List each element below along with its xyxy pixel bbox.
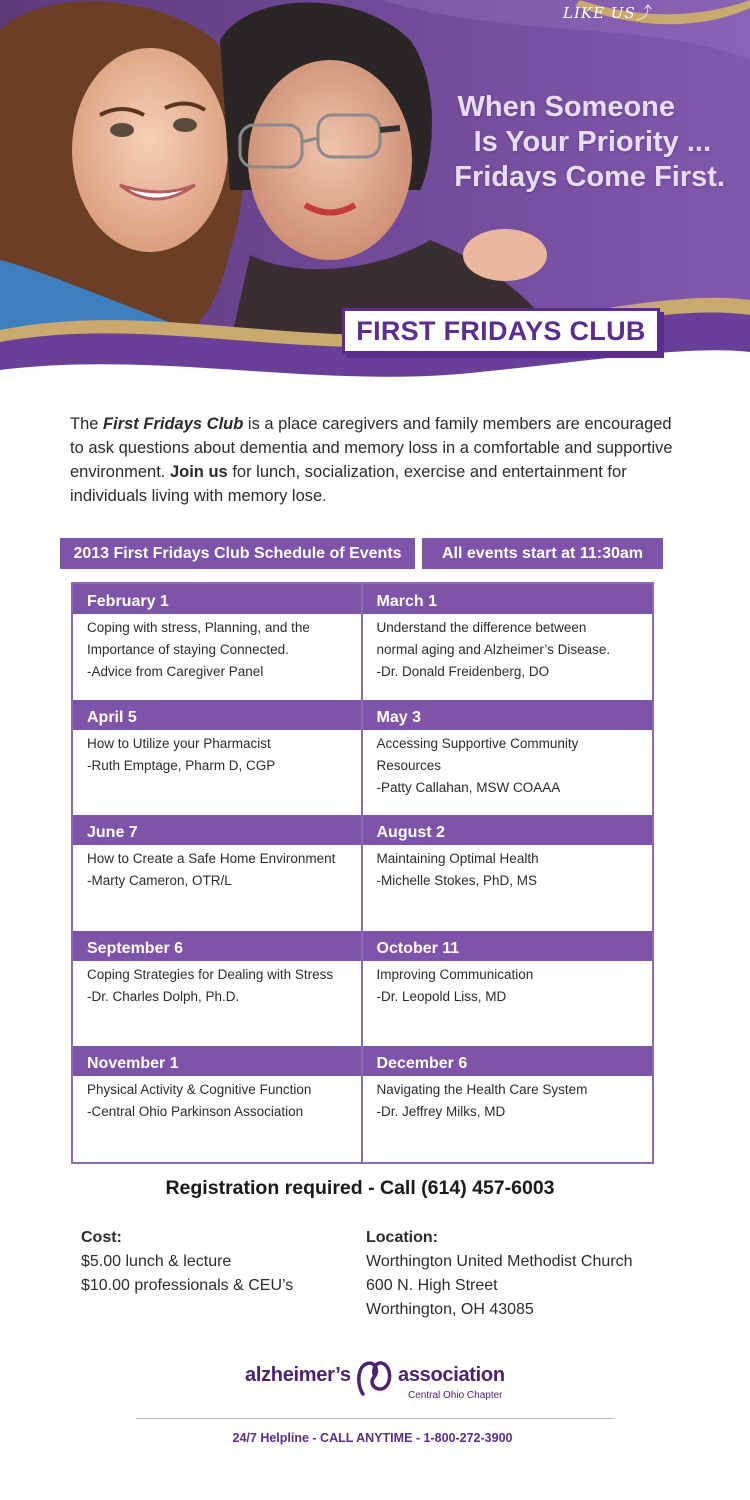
schedule-title: 2013 First Fridays Club Schedule of Events <box>60 538 415 569</box>
event-line: Coping Strategies for Dealing with Stress <box>87 966 334 982</box>
alzheimers-logo-mark-icon <box>355 1360 395 1396</box>
logo-word-right: association <box>398 1364 505 1386</box>
intro-join-us: Join us <box>169 463 228 481</box>
event-line: Resources <box>376 757 442 773</box>
event-date: August 2 <box>363 815 653 845</box>
intro-paragraph <box>70 412 685 508</box>
location-line: Worthington United Methodist Church <box>366 1253 633 1270</box>
club-title: FIRST FRIDAYS CLUB <box>356 315 646 346</box>
schedule-grid <box>71 582 654 1164</box>
event-line: -Marty Cameron, OTR/L <box>87 873 232 889</box>
event-details <box>73 845 361 892</box>
event-line: Understand the difference between <box>376 620 587 635</box>
hero-headline <box>0 90 725 195</box>
registration-line: Registration required - Call (614) 457-6003 <box>165 1177 555 1199</box>
event-line: -Advice from Caregiver Panel <box>87 664 264 679</box>
club-title-badge <box>342 308 660 354</box>
alzheimers-association-logo[interactable] <box>245 1360 515 1406</box>
event-line: Coping with stress, Planning, and the <box>87 620 310 635</box>
event-cell <box>73 584 363 700</box>
event-cell <box>363 815 653 931</box>
location-block <box>366 1226 633 1322</box>
event-line: How to Create a Safe Home Environment <box>87 851 336 867</box>
event-line: normal aging and Alzheimer’s Disease. <box>376 642 611 657</box>
intro-text-3: for lunch, socialization, exercise and entertainment for individuals living with memory lose. <box>70 463 627 505</box>
helpline[interactable]: 24/7 Helpline - CALL ANYTIME - 1-800-272-3900 <box>232 1431 513 1445</box>
event-cell <box>363 1046 653 1162</box>
intro-text-2: is a place caregivers and family members are encouraged to ask questions about dementia and memory loss in a comfortable and supportive environment. <box>70 415 673 481</box>
location-line: Worthington, OH 43085 <box>366 1301 534 1318</box>
event-date: June 7 <box>73 815 361 845</box>
heart-arrow-icon: ⤴ <box>636 5 653 22</box>
event-date: May 3 <box>363 700 653 730</box>
event-details <box>363 845 653 892</box>
logo-word-left: alzheimer’s <box>245 1364 351 1386</box>
event-date: December 6 <box>363 1046 653 1076</box>
event-details <box>363 730 653 799</box>
event-cell <box>363 931 653 1047</box>
event-line: -Dr. Leopold Liss, MD <box>376 988 507 1004</box>
headline-line-3: Fridays Come First. <box>454 161 725 193</box>
event-cell <box>73 815 363 931</box>
event-date: March 1 <box>363 584 653 614</box>
like-us-link[interactable]: LIKE US <box>563 4 636 22</box>
event-date: April 5 <box>73 700 361 730</box>
event-details <box>73 1076 361 1123</box>
event-details <box>363 961 653 1008</box>
event-line: Physical Activity & Cognitive Function <box>87 1082 312 1098</box>
event-line: -Central Ohio Parkinson Association <box>87 1104 304 1120</box>
event-details <box>363 1076 653 1123</box>
event-details <box>73 614 361 683</box>
event-line: Maintaining Optimal Health <box>376 851 539 867</box>
headline-line-2: Is Your Priority ... <box>473 126 711 158</box>
intro-club-name: First Fridays Club <box>103 415 244 433</box>
event-date: February 1 <box>73 584 361 614</box>
cost-label: Cost: <box>81 1229 122 1246</box>
event-line: -Patty Callahan, MSW COAAA <box>376 779 561 795</box>
event-cell <box>363 700 653 816</box>
event-line: -Dr. Donald Freidenberg, DO <box>376 664 550 679</box>
event-date: September 6 <box>73 931 361 961</box>
event-details <box>73 730 361 777</box>
event-line: -Ruth Emptage, Pharm D, CGP <box>87 757 276 773</box>
event-line: -Dr. Jeffrey Milks, MD <box>376 1104 506 1120</box>
footer-divider <box>136 1418 614 1419</box>
event-line: Improving Communication <box>376 966 534 982</box>
intro-text-1: The <box>70 415 104 433</box>
cost-line: $10.00 professionals & CEU’s <box>81 1277 294 1294</box>
event-cell <box>73 1046 363 1162</box>
event-line: Accessing Supportive Community <box>376 735 579 751</box>
event-line: Navigating the Health Care System <box>376 1082 588 1098</box>
location-line: 600 N. High Street <box>366 1277 498 1294</box>
event-date: October 11 <box>363 931 653 961</box>
event-cell <box>363 584 653 700</box>
event-cell <box>73 931 363 1047</box>
logo-chapter: Central Ohio Chapter <box>408 1390 503 1401</box>
event-details <box>363 614 653 683</box>
event-line: -Dr. Charles Dolph, Ph.D. <box>87 988 240 1004</box>
cost-line: $5.00 lunch & lecture <box>81 1253 232 1270</box>
event-date: November 1 <box>73 1046 361 1076</box>
location-label: Location: <box>366 1229 438 1246</box>
event-line: -Michelle Stokes, PhD, MS <box>376 873 538 889</box>
event-details <box>73 961 361 1008</box>
cost-block <box>81 1226 293 1298</box>
event-line: How to Utilize your Pharmacist <box>87 735 271 751</box>
hero-banner <box>0 0 750 395</box>
event-cell <box>73 700 363 816</box>
schedule-start-time: All events start at 11:30am <box>422 538 663 569</box>
event-line: Importance of staying Connected. <box>87 642 289 657</box>
headline-line-1: When Someone <box>457 91 675 123</box>
